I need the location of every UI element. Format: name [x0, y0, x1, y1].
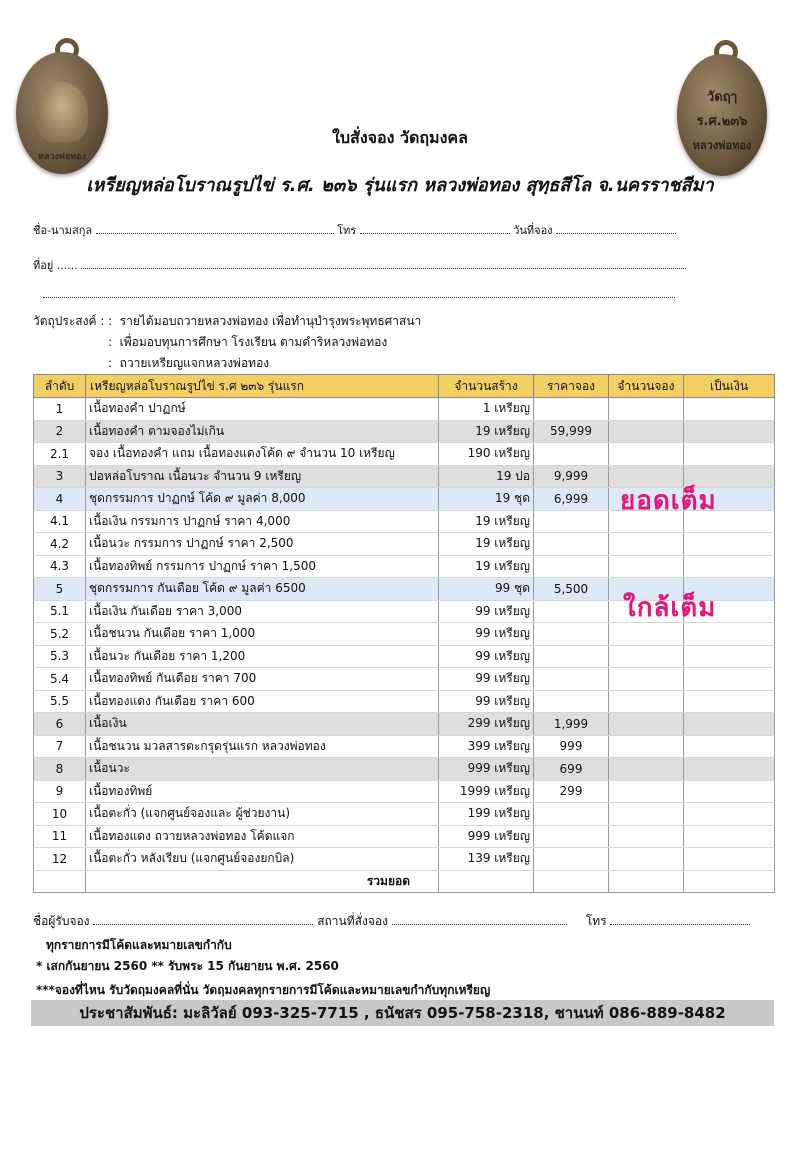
table-row [34, 780, 775, 803]
row-qty: 99 ชุด [439, 578, 534, 601]
row-order-cell[interactable] [609, 803, 684, 826]
row-amount-cell[interactable] [684, 735, 775, 758]
row-price [534, 600, 609, 623]
row-no: 8 [34, 758, 86, 781]
row-item: เนื้อตะกั่ว หลังเรียบ (แจกศูนย์จองยกบิล) [86, 848, 439, 871]
row-qty: 19 ปอ [439, 465, 534, 488]
row-no: 2.1 [34, 443, 86, 466]
row-price [534, 555, 609, 578]
row-item: ปอหล่อโบราณ เนื้อนวะ จำนวน 9 เหรียญ [86, 465, 439, 488]
row-item: ชุดกรรมการ กันเดือย โค้ด ๙ มูลค่า 6500 [86, 578, 439, 601]
address-label: ที่อยู่ ...... [33, 259, 78, 272]
row-order-cell[interactable] [609, 758, 684, 781]
row-price [534, 443, 609, 466]
row-price [534, 690, 609, 713]
row-no: 2 [34, 420, 86, 443]
row-order-cell[interactable] [609, 668, 684, 691]
row-amount-cell[interactable] [684, 398, 775, 421]
table-header-row [34, 375, 775, 398]
row-no: 1 [34, 398, 86, 421]
row-no: 5.2 [34, 623, 86, 646]
row-price: 9,999 [534, 465, 609, 488]
objective-item-2: : เพื่อมอบทุนการศึกษา โรงเรียน ตามดำริหลวงพ่อทอง [108, 335, 388, 349]
table-total-row [34, 870, 775, 893]
row-item: เนื้อเงิน [86, 713, 439, 736]
table-row [34, 398, 775, 421]
name-line [33, 221, 676, 239]
row-no: 4.2 [34, 533, 86, 556]
address-field-2[interactable] [43, 287, 675, 298]
booker-label: ชื่อผู้รับจอง [33, 914, 90, 928]
col-header-qty: จำนวนสร้าง [439, 375, 534, 398]
row-amount-cell[interactable] [684, 443, 775, 466]
table-row [34, 758, 775, 781]
place-label: สถานที่สั่งจอง [317, 914, 388, 928]
row-no: 4 [34, 488, 86, 511]
row-item: เนื้อนวะ กันเดือย ราคา 1,200 [86, 645, 439, 668]
address-line [33, 256, 686, 274]
table-row [34, 848, 775, 871]
row-order-cell[interactable] [609, 690, 684, 713]
row-item: จอง เนื้อทองคำ แถม เนื้อทองแดงโค้ด ๙ จำนวน 10 เหรียญ [86, 443, 439, 466]
table-row [34, 825, 775, 848]
row-item: เนื้อทองทิพย์ กันเดือย ราคา 700 [86, 668, 439, 691]
row-amount-cell[interactable] [684, 848, 775, 871]
table-row [34, 420, 775, 443]
name-field[interactable] [96, 223, 334, 234]
stamp-almost-full: ใกล้เต็ม [623, 593, 717, 623]
objective-item-3: : ถวายเหรียญแจกหลวงพ่อทอง [108, 356, 270, 370]
row-no: 5.3 [34, 645, 86, 668]
col-header-no: ลำดับ [34, 375, 86, 398]
col-header-order: จำนวนจอง [609, 375, 684, 398]
row-price: 699 [534, 758, 609, 781]
row-amount-cell[interactable] [684, 533, 775, 556]
row-qty: 19 เหรียญ [439, 510, 534, 533]
objective-item-1: : รายได้มอบถวายหลวงพ่อทอง เพื่อทำนุบำรุงพระพุทธศาสนา [108, 314, 422, 328]
row-item: เนื้อทองทิพย์ กรรมการ ปาฏกษ์ ราคา 1,500 [86, 555, 439, 578]
row-qty: 999 เหรียญ [439, 825, 534, 848]
row-item: เนื้อทองทิพย์ [86, 780, 439, 803]
date-label: วันที่จอง [513, 224, 553, 237]
total-label: รวมยอด [86, 870, 439, 893]
row-price [534, 533, 609, 556]
total-qty[interactable] [439, 870, 534, 893]
row-no: 11 [34, 825, 86, 848]
row-price: 999 [534, 735, 609, 758]
objective-label: วัตถุประสงค์ : [33, 314, 105, 328]
row-qty: 99 เหรียญ [439, 645, 534, 668]
medal-right-line-3: หลวงพ่อทอง [692, 139, 752, 152]
row-price: 5,500 [534, 578, 609, 601]
row-no: 4.1 [34, 510, 86, 533]
row-order-cell[interactable] [609, 533, 684, 556]
row-amount-cell[interactable] [684, 780, 775, 803]
document-title: ใบสั่งจอง วัดฤมงคล [332, 128, 468, 147]
place-field[interactable] [392, 914, 567, 925]
row-qty: 99 เหรียญ [439, 623, 534, 646]
row-order-cell[interactable] [609, 825, 684, 848]
row-item: เนื้อทองแดง กันเดือย ราคา 600 [86, 690, 439, 713]
row-qty: 1 เหรียญ [439, 398, 534, 421]
row-qty: 190 เหรียญ [439, 443, 534, 466]
row-item: เนื้อนวะ กรรมการ ปาฏกษ์ ราคา 2,500 [86, 533, 439, 556]
total-blank[interactable] [34, 870, 86, 893]
row-item: เนื้อทองคำ ปาฏกษ์ [86, 398, 439, 421]
order-table [33, 374, 775, 893]
phone-field[interactable] [360, 223, 510, 234]
row-price [534, 510, 609, 533]
total-order[interactable] [609, 870, 684, 893]
row-item: เนื้อชนวน กันเดือย ราคา 1,000 [86, 623, 439, 646]
row-item: ชุดกรรมการ ปาฏกษ์ โค้ด ๙ มูลค่า 8,000 [86, 488, 439, 511]
row-no: 4.3 [34, 555, 86, 578]
table-row [34, 668, 775, 691]
row-qty: 199 เหรียญ [439, 803, 534, 826]
row-no: 5.4 [34, 668, 86, 691]
address-field[interactable] [81, 258, 686, 269]
row-price: 59,999 [534, 420, 609, 443]
note-code: ทุกรายการมีโค้ดและหมายเลขกำกับ [46, 938, 232, 952]
stamp-full: ยอดเต็ม [620, 486, 717, 516]
phone-label: โทร [337, 224, 357, 237]
row-no: 7 [34, 735, 86, 758]
col-header-item: เหรียญหล่อโบราณรูปไข่ ร.ศ ๒๓๖ รุ่นแรก [86, 375, 439, 398]
footer-phone-field[interactable] [610, 914, 750, 925]
col-header-amount: เป็นเงิน [684, 375, 775, 398]
row-item: เนื้อตะกั่ว (แจกศูนย์จองและ ผู้ช่วยงาน) [86, 803, 439, 826]
row-price [534, 623, 609, 646]
table-row [34, 443, 775, 466]
booker-line [33, 912, 750, 931]
contact-bar: ประชาสัมพันธ์: มะลิวัลย์ 093-325-7715 , ธนัชสร 095-758-2318, ชานนท์ 086-889-8482 [31, 1000, 774, 1026]
row-amount-cell[interactable] [684, 825, 775, 848]
table-row [34, 735, 775, 758]
row-no: 6 [34, 713, 86, 736]
table-row [34, 533, 775, 556]
row-price [534, 848, 609, 871]
row-order-cell[interactable] [609, 398, 684, 421]
row-price: 299 [534, 780, 609, 803]
row-price [534, 803, 609, 826]
row-order-cell[interactable] [609, 645, 684, 668]
address-line-2 [43, 287, 675, 301]
row-price: 1,999 [534, 713, 609, 736]
row-amount-cell[interactable] [684, 713, 775, 736]
row-amount-cell[interactable] [684, 690, 775, 713]
row-item: เนื้อชนวน มวลสารตะกรุดรุ่นแรก หลวงพ่อทอง [86, 735, 439, 758]
row-no: 3 [34, 465, 86, 488]
row-qty: 399 เหรียญ [439, 735, 534, 758]
row-item: เนื้อนวะ [86, 758, 439, 781]
footer-phone-label: โทร [585, 914, 607, 928]
row-item: เนื้อทองแดง ถวายหลวงพ่อทอง โค้ดแจก [86, 825, 439, 848]
row-amount-cell[interactable] [684, 555, 775, 578]
row-no: 9 [34, 780, 86, 803]
row-amount-cell[interactable] [684, 420, 775, 443]
name-label: ชื่อ-นามสกุล [33, 224, 93, 237]
note-booking: ***จองที่ไหน รับวัดฤมงคลที่นั่น วัดฤมงคลทุกรายการมีโค้ดและหมายเลขกำกับทุกเหรียญ [36, 983, 491, 997]
row-amount-cell[interactable] [684, 668, 775, 691]
row-no: 10 [34, 803, 86, 826]
col-header-price: ราคาจอง [534, 375, 609, 398]
table-row [34, 645, 775, 668]
medal-right-line-1: วัดฤๅ [707, 90, 737, 105]
row-price: 6,999 [534, 488, 609, 511]
row-qty: 19 เหรียญ [439, 420, 534, 443]
row-qty: 99 เหรียญ [439, 690, 534, 713]
row-order-cell[interactable] [609, 735, 684, 758]
medal-right-line-2: ร.ศ.๒๓๖ [696, 114, 748, 129]
row-item: เนื้อทองคำ ตามจองไม่เกิน [86, 420, 439, 443]
row-price [534, 668, 609, 691]
row-order-cell[interactable] [609, 848, 684, 871]
row-qty: 139 เหรียญ [439, 848, 534, 871]
table-row [34, 555, 775, 578]
table-row [34, 803, 775, 826]
row-amount-cell[interactable] [684, 803, 775, 826]
row-qty: 99 เหรียญ [439, 600, 534, 623]
row-item: เนื้อเงิน กันเดือย ราคา 3,000 [86, 600, 439, 623]
total-price[interactable] [534, 870, 609, 893]
row-order-cell[interactable] [609, 555, 684, 578]
row-qty: 19 เหรียญ [439, 533, 534, 556]
row-no: 5 [34, 578, 86, 601]
table-row [34, 713, 775, 736]
table-row [34, 690, 775, 713]
row-qty: 99 เหรียญ [439, 668, 534, 691]
note-dates: * เสกกันยายน 2560 ** รับพระ 15 กันยายน พ.ศ. 2560 [36, 959, 339, 973]
row-item: เนื้อเงิน กรรมการ ปาฏกษ์ ราคา 4,000 [86, 510, 439, 533]
total-amount[interactable] [684, 870, 775, 893]
row-no: 12 [34, 848, 86, 871]
row-price [534, 398, 609, 421]
row-qty: 1999 เหรียญ [439, 780, 534, 803]
row-qty: 19 ชุด [439, 488, 534, 511]
row-amount-cell[interactable] [684, 645, 775, 668]
row-price [534, 825, 609, 848]
row-order-cell[interactable] [609, 443, 684, 466]
row-price [534, 645, 609, 668]
date-field[interactable] [556, 223, 676, 234]
row-order-cell[interactable] [609, 420, 684, 443]
row-qty: 19 เหรียญ [439, 555, 534, 578]
row-no: 5.1 [34, 600, 86, 623]
row-amount-cell[interactable] [684, 758, 775, 781]
row-no: 5.5 [34, 690, 86, 713]
row-order-cell[interactable] [609, 780, 684, 803]
row-order-cell[interactable] [609, 713, 684, 736]
row-qty: 999 เหรียญ [439, 758, 534, 781]
row-qty: 299 เหรียญ [439, 713, 534, 736]
document-subtitle: เหรียญหล่อโบราณรูปไข่ ร.ศ. ๒๓๖ รุ่นแรก หลวงพ่อทอง สุทฺธสีโล จ.นครราชสีมา [86, 175, 714, 196]
medal-left-caption: หลวงพ่อทอง [38, 152, 86, 162]
booker-field[interactable] [93, 914, 313, 925]
